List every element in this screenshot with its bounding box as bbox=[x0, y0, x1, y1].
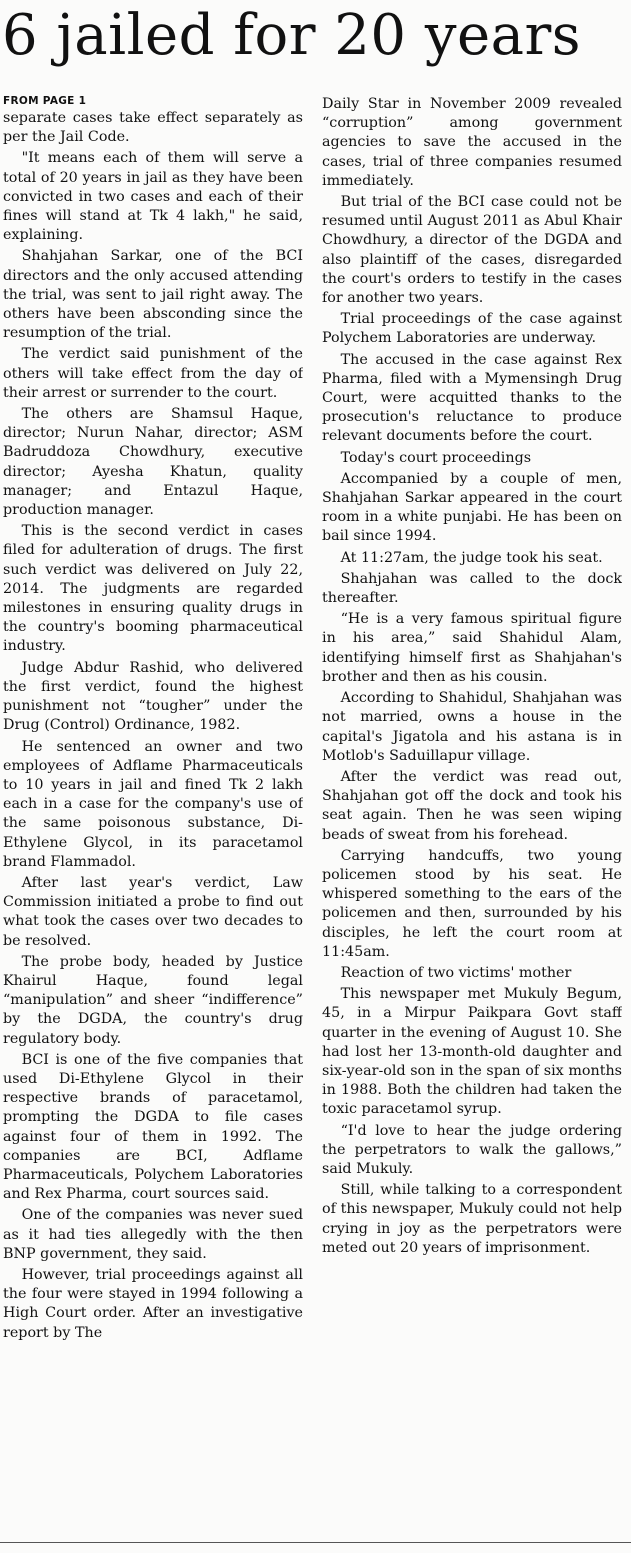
paragraph: Carrying handcuffs, two young policemen stood by his seat. He whispered something to the ears of the policemen and then, surrounded by his disciples, he left the court room at 11:45am. bbox=[322, 847, 622, 960]
paragraph: The accused in the case against Rex Pharma, filed with a Mymensingh Drug Court, were acquitted thanks to the prosecution's reluctance to produce relevant documents before the court. bbox=[322, 351, 622, 445]
paragraph: According to Shahidul, Shahjahan was not married, owns a house in the capital's Jigatola and his astana is in Motlob's Saduillapur village. bbox=[322, 690, 622, 764]
paragraph: This newspaper met Mukuly Begum, 45, in a Mirpur Paikpara Govt staff quarter in the evening of August 10. She had lost her 13-month-old daughter and six-year-old son in the span of six months in 1988. Both the children had taken the toxic paracetamol syrup. bbox=[322, 986, 622, 1118]
paragraph: Shahjahan was called to the dock thereafter. bbox=[322, 570, 622, 607]
paragraph: separate cases take effect separately as per the Jail Code. bbox=[3, 110, 303, 146]
paragraph: Judge Abdur Rashid, who delivered the first verdict, found the highest punishment not “tougher” under the Drug (Control) Ordinance, 1982. bbox=[3, 659, 303, 734]
paragraph: At 11:27am, the judge took his seat. bbox=[340, 549, 603, 566]
paragraph: “I'd love to hear the judge ordering the perpetrators to walk the gallows,” said Mukuly. bbox=[322, 1122, 622, 1177]
paragraph: He sentenced an owner and two employees of Adflame Pharmaceuticals to 10 years in jail and fined Tk 2 lakh each in a case for the company's use of the same poisonous substance, Di-Ethylene Glycol, in its paracetamol brand Flammadol. bbox=[3, 738, 303, 870]
headline: 6 jailed for 20 years bbox=[2, 3, 582, 68]
subheading: Today's court proceedings bbox=[340, 449, 532, 466]
bottom-rule bbox=[0, 1542, 631, 1543]
paragraph: After the verdict was read out, Shahjahan got off the dock and took his seat again. Then he was seen wiping beads of sweat from his forehead. bbox=[322, 768, 622, 843]
paragraph: The others are Shamsul Haque, director; Nurun Nahar, director; ASM Badruddoza Chowdhury, executive director; Ayesha Khatun, quality manager; and Entazul Haque, production manager. bbox=[3, 406, 303, 519]
paragraph: Accompanied by a couple of men, Shahjahan Sarkar appeared in the court room in a white punjabi. He has been on bail since 1994. bbox=[322, 470, 622, 545]
paragraph: The verdict said punishment of the others will take effect from the day of their arrest or surrender to the court. bbox=[3, 346, 303, 401]
paragraph: BCI is one of the five companies that used Di-Ethylene Glycol in their respective brands of paracetamol, prompting the DGDA to file cases against four of them in 1992. The companies are BCI, Adflame Pharmaceuticals, Polychem Laboratories and Rex Pharma, court sources said. bbox=[3, 1051, 303, 1203]
paragraph: This is the second verdict in cases filed for adulteration of drugs. The first such verdict was delivered on July 22, 2014. The judgments are regarded milestones in ensuring quality drugs in the country's booming pharmaceutical industry. bbox=[3, 523, 303, 655]
article-column-left bbox=[3, 95, 303, 1535]
subheading: Reaction of two victims' mother bbox=[340, 964, 572, 981]
continuation-kicker: FROM PAGE 1 bbox=[3, 95, 87, 107]
paragraph: After last year's verdict, Law Commission initiated a probe to find out what took the cases over two decades to be resolved. bbox=[3, 874, 303, 949]
paragraph: Daily Star in November 2009 revealed “corruption” among government agencies to save the accused in the cases, trial of three companies resumed immediately. bbox=[322, 96, 622, 189]
paragraph: Shahjahan Sarkar, one of the BCI directors and the only accused attending the trial, was sent to jail right away. The others have been absconding since the resumption of the trial. bbox=[3, 248, 303, 342]
paragraph: “He is a very famous spiritual figure in his area,” said Shahidul Alam, identifying himself first as Shahjahan's brother and then as his cousin. bbox=[322, 611, 622, 685]
article-column-right bbox=[322, 95, 622, 1535]
paragraph: One of the companies was never sued as it had ties allegedly with the then BNP government, they said. bbox=[3, 1207, 303, 1262]
paragraph: Trial proceedings of the case against Polychem Laboratories are underway. bbox=[322, 311, 622, 347]
paragraph: However, trial proceedings against all the four were stayed in 1994 following a High Court order. After an investigative report by The bbox=[3, 1266, 303, 1341]
paragraph: Still, while talking to a correspondent of this newspaper, Mukuly could not help crying in joy as the perpetrators were meted out 20 years of imprisonment. bbox=[322, 1182, 622, 1256]
paragraph: But trial of the BCI case could not be resumed until August 2011 as Abul Khair Chowdhury, a director of the DGDA and also plaintiff of the cases, disregarded the court's orders to testify in the cases for another two years. bbox=[322, 194, 622, 307]
paragraph: "It means each of them will serve a total of 20 years in jail as they have been convicted in two cases and each of their fines will stand at Tk 4 lakh," he said, explaining. bbox=[3, 150, 303, 244]
paragraph: The probe body, headed by Justice Khairul Haque, found legal “manipulation” and sheer “indifference” by the DGDA, the country's drug regulatory body. bbox=[3, 953, 303, 1047]
